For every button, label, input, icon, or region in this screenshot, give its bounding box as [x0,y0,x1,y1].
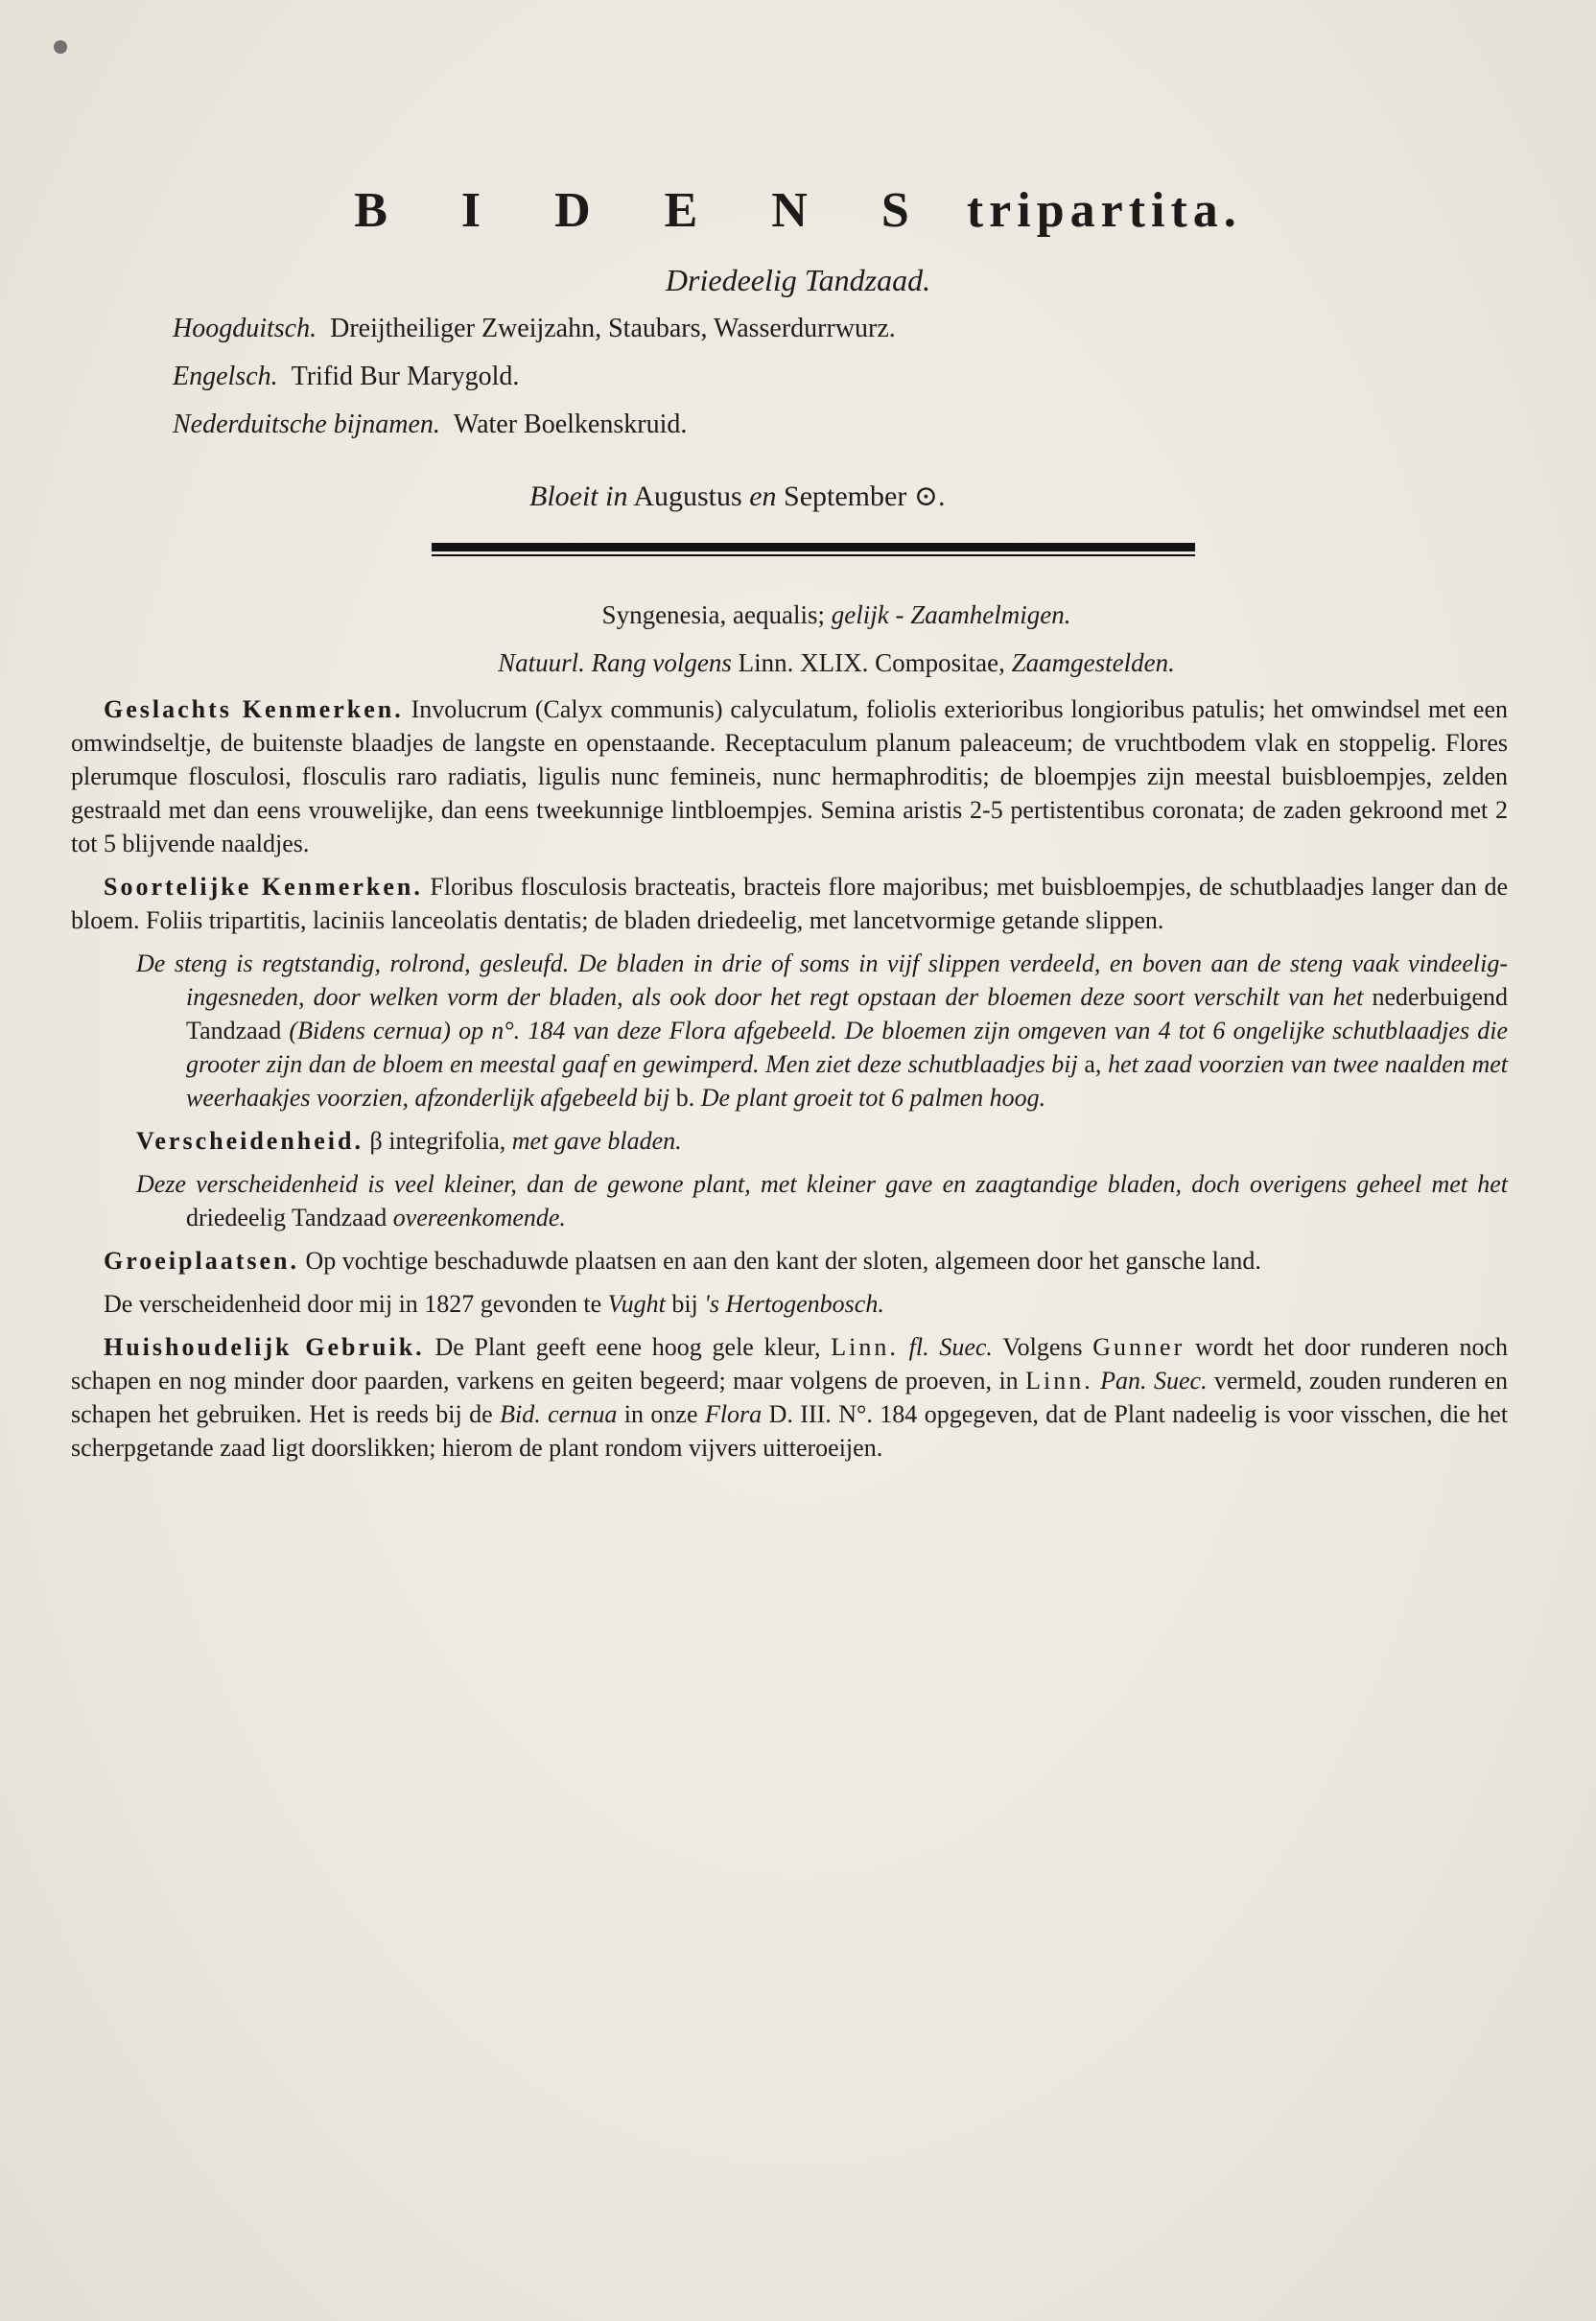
section-heading: Soortelijke Kenmerken. [104,873,423,901]
name-label: Engelsch. [173,362,278,391]
divider-rule [432,543,1195,556]
paragraph-text: het zaad voorzien van twee naalden met weerhaakjes voorzien, afzonderlijk afgebeeld bij [186,1050,1509,1112]
author-name: Gunner [1092,1333,1185,1361]
name-line [173,353,896,401]
paragraph-text: Involucrum (Calyx communis) calyculatum, foliolis exterioribus longioribus patulis; het omwindsel met een omwindseltje, de buitenste blaadjes de langste en openstaande. Receptaculum planum paleaceum; de vruchtbodem vlak en stoppelig. Flores plerumque flosculosi, flosculis raro radiatis, ligulis nunc femineis, nunc hermaphroditis; de bloempjes zijn meestal buisbloempjes, zelden gestraald met dan eens vrouwelijke, dan eens tweekunnige lintbloempjes. Semina aristis 2-5 pertistentibus coronata; de zaden gekroond met 2 tot 5 blijvende naaldjes. [71,695,1508,857]
reference: Bid. cernua [500,1400,618,1428]
bloom-month: September [784,481,907,512]
ink-spot [54,40,67,54]
paragraph-text: met gave bladen. [511,1127,682,1155]
paragraph-text: (Bidens cernua) op n°. 184 van deze Flora afgebeeld. De bloemen zijn omgeven van 4 tot 6 ongelijke schutblaadjes die grooter zijn dan de bloem en meestal gaaf en gewimperd. Men ziet deze schutblaadjes bij [186,1017,1509,1078]
author-name: Linn. [831,1333,899,1361]
name-label: Nederduitsche bijnamen. [173,410,440,439]
section-heading: Verscheidenheid. [136,1127,364,1155]
author-name: Linn. [1025,1367,1093,1395]
paragraph-soortelijke [71,870,1508,937]
subtitle: Driedeelig Tandzaad. [665,263,931,297]
paragraph-text: wordt het door runderen noch schapen en nog minder door paarden, varkens en geiten begeerd; maar volgens de proeven, in [71,1333,1509,1395]
title-genus: B I D E N S [354,183,940,238]
paragraph-groeiplaatsen [71,1244,1508,1278]
paragraph-text: D. III. N°. 184 opgegeven, dat de Plant nadeelig is voor visschen, die het scherpgetande zaad ligt doorslikken; hierom de plant rondom vijvers uitteroeijen. [71,1400,1509,1462]
paragraph-huishoudelijk [71,1330,1508,1465]
page-title [0,182,1596,239]
class-text: Natuurl. Rang volgens [498,648,732,677]
title-species: tripartita. [966,183,1242,238]
name-label: Hoogduitsch. [173,314,317,343]
paragraph-text: De steng is regtstandig, rolrond, gesleufd. De bladen in drie of soms in vijf slippen verdeeld, en boven aan de steng vaak vindeelig-ingesneden, door welken vorm der bladen, als ook door het regt opstaan der bloemen deze soort verschilt van het [136,950,1508,1011]
paragraph-variety-desc [71,1167,1508,1234]
paragraph-text: bij [671,1290,698,1318]
paragraph-vindplaats [71,1287,1508,1321]
paragraph-description [71,947,1508,1114]
paragraph-text: De plant groeit tot 6 palmen hoog. [700,1084,1046,1112]
section-heading: Groeiplaatsen. [104,1247,300,1275]
body-text [71,692,1508,1474]
class-text: Linn. XLIX. Compositae, [738,648,1005,677]
bloom-month: Augustus [633,481,742,512]
paragraph-text: Deze verscheidenheid is veel kleiner, dan de gewone plant, met kleiner gave en zaagtandige bladen, doch overigens geheel met het [136,1170,1508,1198]
paragraph-text: Floribus flosculosis bracteatis, bracteis flore majoribus; met buisbloempjes, de schutblaadjes langer dan de bloem. Foliis tripartitis, laciniis lanceolatis dentatis; de bladen driedeelig, met lancetvormige getande slippen. [71,873,1509,934]
reference: Pan. Suec. [1100,1367,1208,1395]
paragraph-text: driedeelig Tandzaad [186,1204,387,1231]
bloom-text: en [749,481,777,512]
paragraph-text: in onze [623,1400,698,1428]
class-text: gelijk - Zaamhelmigen. [831,600,1071,629]
place-name: 's Hertogenbosch. [704,1290,884,1318]
reference: Flora [704,1400,763,1428]
paragraph-text: De Plant geeft eene hoog gele kleur, [434,1333,821,1361]
classification-line-2 [0,648,1596,678]
name-line [173,305,896,353]
name-value: Dreijtheiliger Zweijzahn, Staubars, Wasserdurrwurz. [330,314,896,343]
figure-ref: a, [1084,1050,1102,1078]
name-value: Water Boelkenskruid. [453,410,688,439]
rule-thick [432,543,1195,551]
bloom-period [529,480,945,513]
bloom-text: Bloeit in [529,481,628,512]
paragraph-text: β integrifolia, [369,1127,506,1155]
name-value: Trifid Bur Marygold. [291,362,520,391]
section-heading: Geslachts Kenmerken. [104,695,404,723]
paragraph-geslachts [71,692,1508,860]
paragraph-text: nederbuigend Tandzaad [186,983,1509,1044]
class-text: Zaamgestelden. [1011,648,1175,677]
annual-symbol: ⊙. [913,481,946,512]
paragraph-text: overeenkomende. [392,1204,566,1231]
common-names [173,305,896,449]
classification-line-1 [0,600,1596,630]
reference: fl. Suec. [908,1333,993,1361]
figure-ref: b. [675,1084,695,1112]
rule-thin [432,554,1195,556]
paragraph-text: Volgens [1002,1333,1083,1361]
place-name: Vught [607,1290,666,1318]
name-line [173,401,896,449]
paragraph-text: vermeld, zouden runderen en schapen het gebruiken. Het is reeds bij de [71,1367,1509,1428]
paragraph-text: De verscheidenheid door mij in 1827 gevonden te [104,1290,602,1318]
section-heading: Huishoudelijk Gebruik. [104,1333,425,1361]
class-text: Syngenesia, aequalis; [601,600,825,629]
paragraph-verscheidenheid [71,1124,1508,1158]
paragraph-text: Op vochtige beschaduwde plaatsen en aan den kant der sloten, algemeen door het gansche land. [305,1247,1261,1275]
